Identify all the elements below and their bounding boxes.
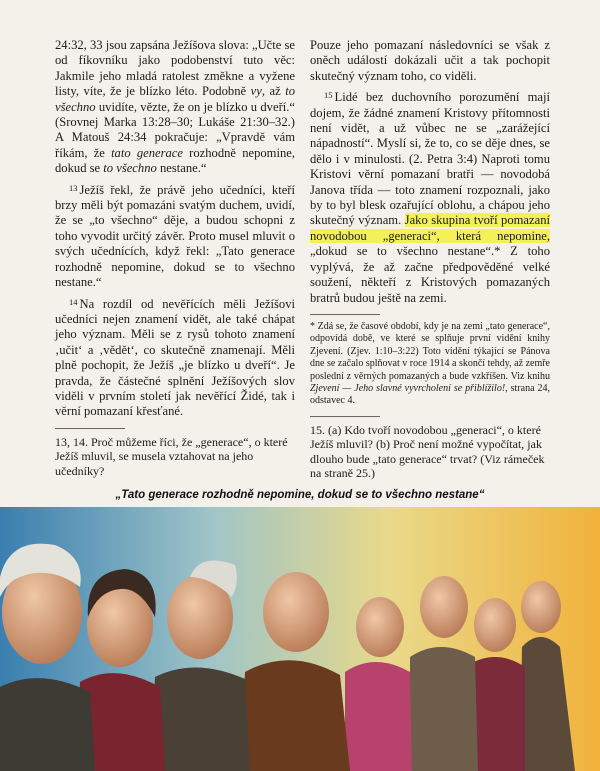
- paragraph-14-text: Na rozdíl od nevěřících měli Ježíšovi učedníci nejen znamení vidět, ale také chápat jeho význam. Měli se z rysů tohoto znamení ‚učit‘ a ‚vědět‘, co skutečně znamenají. Měli plně pochopit, že Ježíš „je blízko u dveří“. Je pravda, že částečné splnění Ježíšových slov viděli v prvním století jak nevěřící Židé, tak i věrní pomazaní křesťané.: [55, 296, 295, 419]
- illustration-caption: „Tato generace rozhodně nepomine, dokud se to všechno nestane“: [115, 489, 485, 501]
- paragraph-14-continued: Pouze jeho pomazaní následovníci se však z oněch událostí dokázali učit a tak pochopit skutečný význam toho, co viděli.: [310, 38, 550, 83]
- paragraph-15-text: Lidé bez duchovního porozumění mají dojem, že žádné znamení Kristovy přítomnosti není vidět, a už vůbec ne se „zarážející nápadností“. Myslí si, že to, co se děje dnes, se dělo i v minulosti. (2. Petra 3:4) Naproti tomu Kristovi věrní pomazaní bratři — novodobá Janova třída — toto znamení rozpoznali, jako by to byl blesk ozařující oblohu, a chápou jeho skutečný význam. Jako skupina tvoří pomazaní novodobou „generaci“, která nepomine, „dokud se to všechno nestane“.* Z toho vyplývá, že až začne předpověděné velké soužení, někteří z Kristových pomazaných bratrů budou ještě na zemi.: [310, 90, 550, 305]
- footnote: * Zdá se, že časové období, kdy je na zemi „tato generace“, odpovídá době, ve které se splňuje první vidění knihy Zjevení. (Zjev. 1:10–3:22) Toto vidění týkající se Pánova dne se začalo splňovat v roce 1914 a skončí tehdy, až zemře poslední z věrných pomazaných a bude vzkříšen. Viz knihu Zjevení — Jeho slavné vyvrcholení se přiblížilo!, strana 24, odstavec 4.: [310, 320, 550, 407]
- study-question-13-14: 13, 14. Proč můžeme říci, že „generace“, o které Ježíš mluvil, se musela vztahovat na jeho učedníky?: [55, 434, 288, 478]
- paragraph-12-continued: 24:32, 33 jsou zapsána Ježíšova slova: „Učte se od fíkovníku jako podobenství tuto věc: Jakmile jeho mladá ratolest změkne a vyžene listy, víte, že je blízko léto. Podobně vy, až to všechno uvidíte, vězte, že on je blízko u dveří.“ (Srovnej Marka 13:28–30; Lukáše 21:30–32.) A Matouš 24:34 pokračuje: „Vpravdě vám říkám, že tato generace rozhodně nepomine, dokud se to všechno nestane.“: [55, 38, 296, 176]
- paragraph-number: 13: [69, 182, 78, 193]
- paragraph-15: [310, 88, 550, 306]
- paragraph-number: 15: [324, 90, 333, 101]
- left-column: [55, 38, 295, 482]
- paragraph-13: [55, 181, 295, 291]
- study-question-15: 15. (a) Kdo tvoří novodobou „generaci“, o které Ježíš mluvil? (b) Proč není možné vypočítat, jak dlouho bude „tato generace“ trvat? (Viz rámeček na straně 25.): [310, 422, 545, 481]
- paragraph-number: 14: [69, 296, 78, 307]
- question-divider: [55, 428, 125, 429]
- highlighted-text: Jako skupina tvoří pomazaní novodobou „generaci“, která nepomine,: [310, 213, 550, 243]
- right-column: [310, 38, 550, 485]
- group-portrait-illustration: [0, 507, 600, 771]
- paragraph-13-text: Ježíš řekl, že právě jeho učedníci, kteří brzy měli být pomazáni svatým duchem, uvidí, že se „to všechno“ děje, a budou schopni z toho vyvodit určitý závěr. Proto musel mluvit o svých učednících, když řekl: „Tato generace rozhodně nepomine, dokud se to všechno nestane.“: [55, 182, 295, 290]
- paragraph-14: [55, 295, 295, 420]
- question-divider: [310, 416, 380, 417]
- footnote-divider: [310, 314, 380, 315]
